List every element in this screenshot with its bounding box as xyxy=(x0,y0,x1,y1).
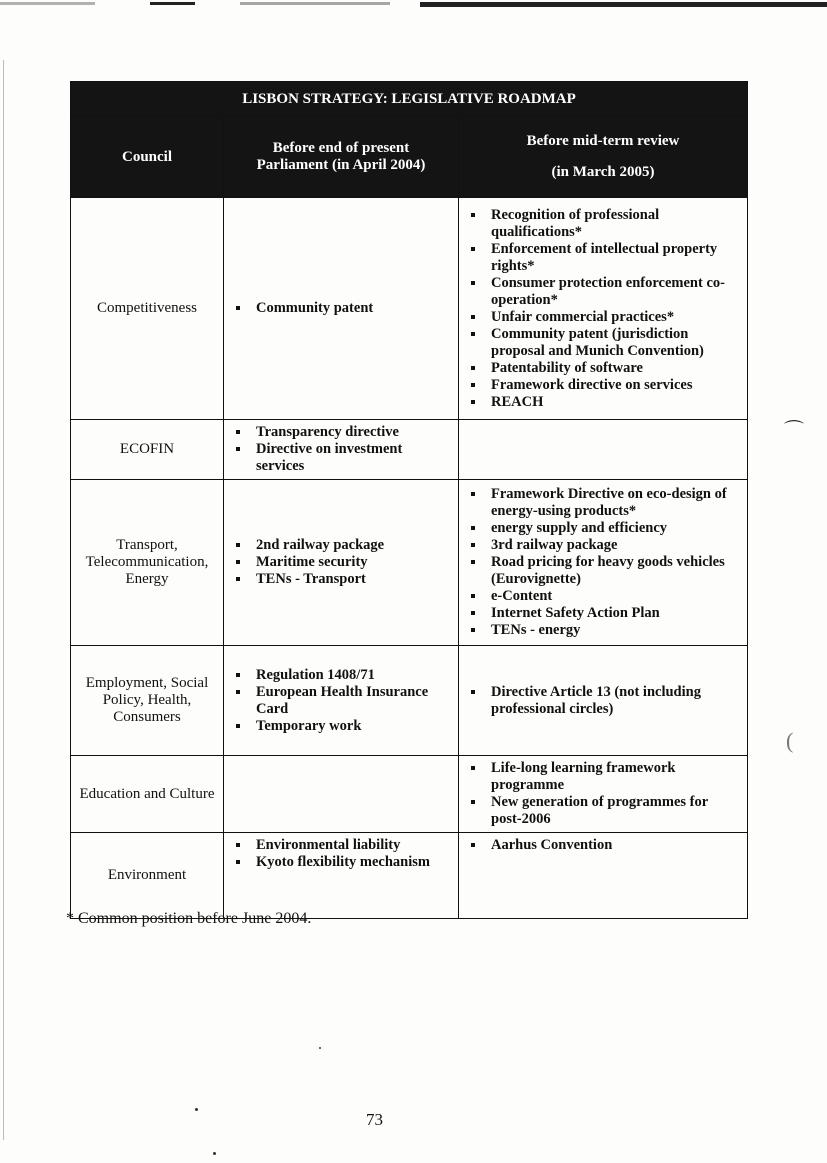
list-item: Community patent (jurisdiction proposal and Munich Convention) xyxy=(467,326,741,360)
council-cell: Competitiveness xyxy=(71,198,224,420)
parliament-cell xyxy=(224,420,459,480)
council-cell: Employment, Social Policy, Health, Consumers xyxy=(71,646,224,756)
scan-mark: ( xyxy=(786,728,794,753)
parliament-cell xyxy=(224,833,459,919)
table-title-row xyxy=(71,82,748,117)
table-row xyxy=(71,756,748,833)
list-item: Unfair commercial practices* xyxy=(467,309,741,326)
parliament-cell xyxy=(224,480,459,646)
list-item: Directive on investment services xyxy=(232,441,452,475)
table-row xyxy=(71,480,748,646)
list-item: Recognition of professional qualifications* xyxy=(467,207,741,241)
council-cell: Environment xyxy=(71,833,224,919)
review-cell xyxy=(459,833,748,919)
table-header-row xyxy=(71,117,748,198)
list-item: Directive Article 13 (not including professional circles) xyxy=(467,684,741,718)
table-title: LISBON STRATEGY: LEGISLATIVE ROADMAP xyxy=(71,82,748,117)
list-item: energy supply and efficiency xyxy=(467,520,741,537)
list-item: 3rd railway package xyxy=(467,537,741,554)
review-cell xyxy=(459,646,748,756)
list-item: Internet Safety Action Plan xyxy=(467,605,741,622)
list-item: Patentability of software xyxy=(467,360,741,377)
list-item: Consumer protection enforcement co-operation* xyxy=(467,275,741,309)
table-row xyxy=(71,833,748,919)
scan-speck xyxy=(195,1108,198,1111)
table-row xyxy=(71,198,748,420)
parliament-cell xyxy=(224,198,459,420)
list-item: European Health Insurance Card xyxy=(232,684,452,718)
council-cell: ECOFIN xyxy=(71,420,224,480)
parliament-cell xyxy=(224,756,459,833)
scan-mark: ⌒ xyxy=(784,420,804,442)
council-cell: Education and Culture xyxy=(71,756,224,833)
list-item: New generation of programmes for post-2006 xyxy=(467,794,741,828)
review-cell xyxy=(459,480,748,646)
parliament-cell xyxy=(224,646,459,756)
list-item: Kyoto flexibility mechanism xyxy=(232,854,452,871)
list-item: Framework directive on services xyxy=(467,377,741,394)
list-item: REACH xyxy=(467,394,741,411)
council-cell: Transport, Telecommunication, Energy xyxy=(71,480,224,646)
header-council: Council xyxy=(71,117,224,198)
review-cell xyxy=(459,756,748,833)
review-cell xyxy=(459,198,748,420)
header-before-review: Before mid-term review (in March 2005) xyxy=(459,117,748,198)
list-item: Environmental liability xyxy=(232,837,452,854)
scan-top-border xyxy=(0,0,827,10)
scan-speck xyxy=(319,1047,321,1049)
list-item: e-Content xyxy=(467,588,741,605)
list-item: Framework Directive on eco-design of energy-using products* xyxy=(467,486,741,520)
page-number: 73 xyxy=(366,1110,383,1129)
legislative-roadmap-table xyxy=(70,81,748,919)
table-row xyxy=(71,420,748,480)
list-item: Community patent xyxy=(232,300,452,317)
scan-left-edge xyxy=(3,60,4,1140)
list-item: Regulation 1408/71 xyxy=(232,667,452,684)
table-row xyxy=(71,646,748,756)
scan-speck xyxy=(213,1152,216,1155)
footnote: * Common position before June 2004. xyxy=(66,910,312,927)
list-item: Temporary work xyxy=(232,718,452,735)
list-item: Transparency directive xyxy=(232,424,452,441)
list-item: Enforcement of intellectual property rights* xyxy=(467,241,741,275)
list-item: Road pricing for heavy goods vehicles (Eurovignette) xyxy=(467,554,741,588)
review-cell xyxy=(459,420,748,480)
list-item: 2nd railway package xyxy=(232,537,452,554)
list-item: Maritime security xyxy=(232,554,452,571)
list-item: TENs - Transport xyxy=(232,571,452,588)
list-item: Aarhus Convention xyxy=(467,837,741,854)
header-before-parliament: Before end of present Parliament (in April 2004) xyxy=(224,117,459,198)
list-item: TENs - energy xyxy=(467,622,741,639)
list-item: Life-long learning framework programme xyxy=(467,760,741,794)
